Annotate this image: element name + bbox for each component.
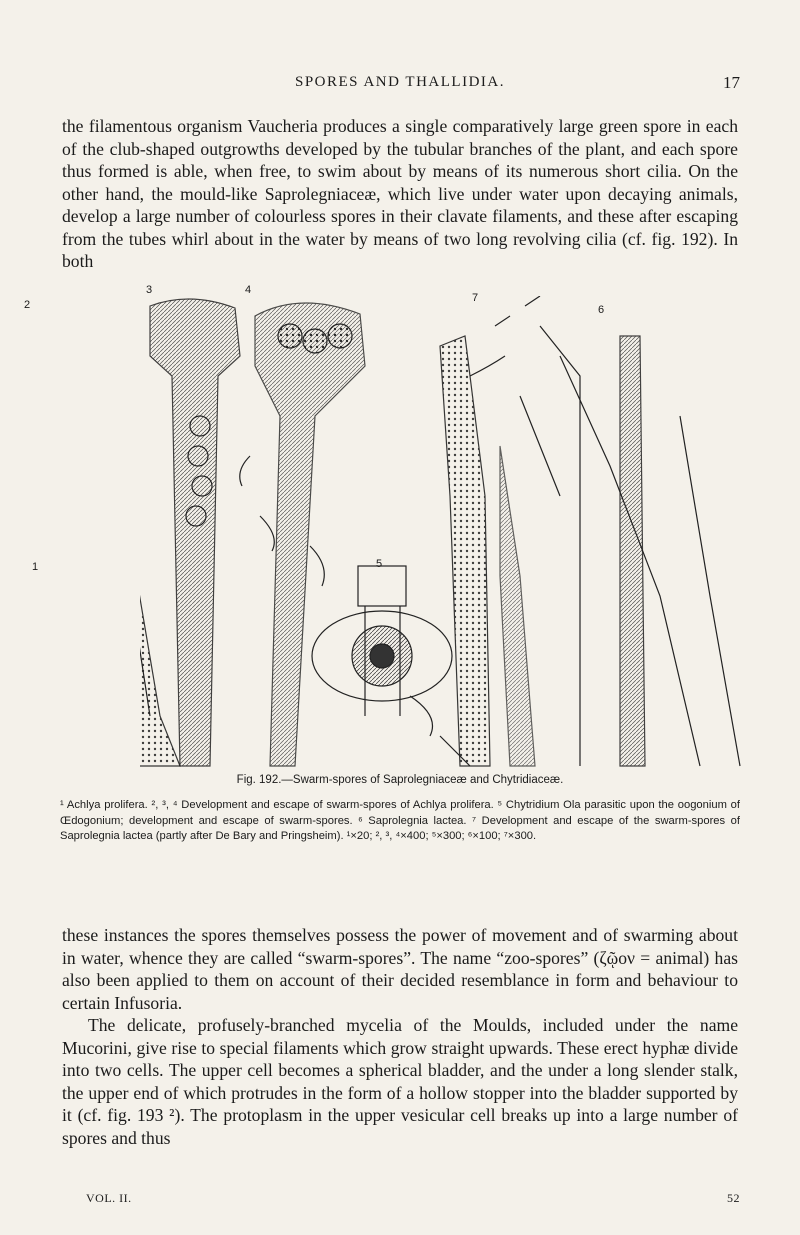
running-title: SPORES AND THALLIDIA.	[295, 74, 505, 90]
fig-number-2: 2	[24, 299, 31, 311]
figure-caption: Fig. 192.—Swarm-spores of Saprolegniaceæ and Chytridiaceæ.	[236, 774, 564, 786]
fig6-saprolegnia	[520, 326, 740, 766]
fig-number-3: 3	[146, 284, 153, 296]
fig-number-4: 4	[245, 284, 252, 296]
figure-legend: ¹ Achlya prolifera. ², ³, ⁴ Development and escape of swarm-spores of Achlya prolifera. ⁵ Chytridium Ola parasitic upon the oogonium of Œdogonium; development and escape of swarm-spores. ⁶ Saprolegnia lactea. ⁷ Development and escape of the swarm-spores of Saprolegnia lactea (partly after De Bary and Pringsheim). ¹×20; ², ³, ⁴×400; ⁵×300; ⁶×100; ⁷×300.	[60, 799, 740, 842]
fig-number-5: 5	[376, 558, 383, 570]
fig2-spore-tube	[150, 299, 240, 766]
signature-mark: 52	[727, 1191, 740, 1205]
volume-label: VOL. II.	[86, 1191, 132, 1205]
figure-192	[24, 284, 780, 774]
figure-illustration	[140, 296, 780, 774]
fig-number-7: 7	[472, 292, 479, 304]
fig7-spore-escape	[440, 296, 540, 766]
paragraph-2-text: these instances the spores themselves possess the power of movement and of swarming about in water, whence they are called “swarm-spores”. The name “zoo-spores” (ζῷον = animal) has also been applied to them on account of their decided resemblance in form and behaviour to certain Infusoria.	[62, 925, 738, 1013]
fig5-chytridium	[312, 566, 470, 766]
fig-number-6: 6	[598, 304, 605, 316]
fig4-spore-cluster	[240, 303, 365, 766]
fig-number-1: 1	[32, 561, 39, 573]
paragraph-3-text: The delicate, profusely-branched mycelia of the Moulds, included under the name Mucorini, give rise to special filaments which grow straight upwards. These erect hyphæ divide into two cells. The upper cell becomes a spherical bladder, and the under a long slender stalk, the upper end of which protrudes in the form of a hollow stopper into the bladder supported by it (cf. fig. 193 ²). The protoplasm in the upper vesicular cell breaks up into a large number of spores and thus	[62, 1015, 738, 1148]
page-header	[60, 74, 740, 98]
page-number: 17	[723, 73, 740, 92]
page-footer	[86, 1191, 740, 1206]
paragraph-1: the filamentous organism Vaucheria produces a single comparatively large green spore in each of the club-shaped outgrowths developed by the tubular branches of the plant, and each spore thus formed is able, when free, to swim about by means of its numerous short cilia. On the other hand, the mould-like Saprolegniaceæ, which live under water upon decaying animals, develop a large number of colourless spores in their clavate filaments, and these after escaping from the tubes whirl about in the water by means of two long revolving cilia (cf. fig. 192). In both	[62, 116, 738, 271]
paragraph-2	[62, 924, 738, 1149]
